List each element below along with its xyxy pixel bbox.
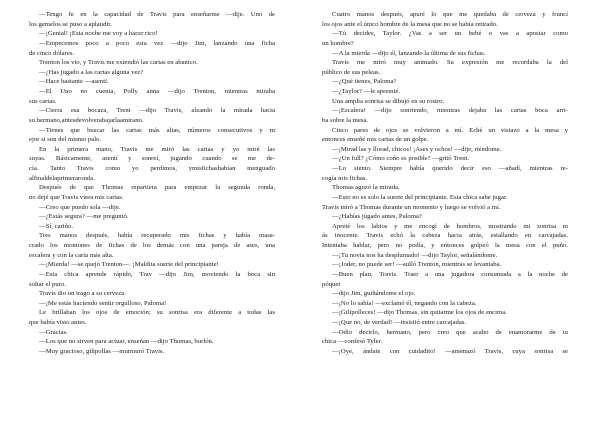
text-line: un hombre? [322,39,354,47]
text-line: —El Uno no cuenta, Polly anna —dijo Trenton, mientras miraba [39,88,275,95]
text-line: —Cierra esa bocaza, Trent —dijo Travis, alzando la mirada hacia [39,107,275,115]
text-line: sus cartas. [29,97,57,105]
text-line: —Empecemos poco a poco esta vez —dijo Jim, lanzando una ficha [39,39,275,47]
text-line: cogía mis fichas. [322,174,368,182]
text-line: Apreté los labios y me encogí de hombros, mostrando mi sonrisa m [332,222,568,230]
text-line: ba sobre la mesa. [322,116,369,124]
text-line: cía. Tanto Travis como yo perdimos, ymisfichashabían menguado [29,165,275,172]
text-line: —¿Un full? ¿Cómo coño es posible? —gritó Trent. [332,155,470,163]
text-line: escalera y con la carta más alta. [29,251,114,259]
text-line: Trenton los vio, y Travis me extendió las cartas en abanico. [39,59,198,67]
text-line: —¡Oye, ándate con cuidadito! —amenazó Travis, cuya sonrisa se [332,347,568,355]
text-line: —¡Mierda! —se quejó Trenton—. ¡Maldita suerte del principiante! [39,261,219,269]
text-line: —¡Gilipolleces! —dijo Thomas, sin quitarme los ojos de encima. [332,309,507,317]
text-line: —Odio decirlo, hermano, pero creo que acabo de enamorarme de tu [332,328,568,336]
text-line: —Tú decides, Taylor. ¿Vas a ser un bebé o vas a apostar como [332,30,568,38]
text-line: Cuatro manos después, apuré lo que me quedaba de cerveza y fruncí [332,11,568,18]
text-line: crado los montones de fichas de los demás con una pareja de ases, una [29,242,275,249]
text-line: —Muy gracioso, gilipollas —murmuró Travis. [39,347,165,355]
text-line: de cinco dólares. [29,49,75,57]
text-line: los gemelos se puso a aplaudir. [29,20,112,28]
text-line: —Tengo fe en la capacidad de Travis para enseñarme —dije. Uno de [39,11,275,18]
text-line: entonces enseñé mis cartas de un golpe. [322,136,429,144]
text-line: —A la mierda —dijo él, lanzando la última de sus fichas. [332,49,486,57]
text-line: público de sus peleas. [322,68,381,76]
text-line: no dejé que Travis viera mis cartas. [29,193,124,201]
text-line: chica —confesó Tyler. [322,338,383,346]
text-line: —Gracias. [39,328,68,336]
text-line: Le brillaban los ojos de emoción; su sonrisa era diferente a todas las [39,309,275,317]
text-line: soltar el puro. [29,280,66,288]
left-page [29,10,275,357]
text-line: —Tienes que buscar las cartas más altas, números consecutivos y m [39,126,275,134]
text-line: que había visto antes. [29,319,87,326]
text-line: los ojos ante el único hombre de la mesa que no se había retirado. [322,20,498,28]
right-page [322,10,568,357]
text-line: —Buen plan, Travis. Traer a una jugadora consumada a la noche de [332,270,568,278]
text-line: —Esto no es solo la suerte del principiante. Esta chica sabe jugar. [332,193,508,201]
text-line: —¡Joder, no puede ser! —aulló Trenton, mientras se levantaba. [332,261,502,269]
text-line: —¿Taylor? —le apremié. [332,88,401,95]
text-line: En la primera mano, Travis me miró las cartas y yo miré las [39,145,275,153]
text-line: su hermano,antesdevolverabajarlaamirano. [29,116,144,124]
text-line: —Hace bastante —asentí. [39,78,109,86]
text-line: Thomas aguzó la mirada. [332,184,400,192]
text-line: Travis me miró muy animado. Su expresión me recordaba la del [332,59,568,67]
text-line: —Los que no sirven para actuar, enseñan —dijo Thomas, burlón. [39,338,214,346]
text-line: —¿Habías jugado antes, Paloma? [332,213,422,221]
text-line: —¡Me estás haciendo sentir orgulloso, Paloma! [39,299,167,307]
text-line: Después de que Thomas repartiera para empezar la segunda ronda, [39,184,275,192]
text-line: —Creo que puedo sola —dije. [39,203,121,211]
text-line: —¡No lo sabía! —exclamó él, negando con la cabeza. [332,299,477,307]
text-line: ás inocente. Travis echó la cabeza hacia atrás, estallando en carcajadas. [322,232,568,240]
text-line: —¡Genial! ¡Esta noche me voy a hacer rico! [39,30,158,38]
text-line: ejor si son del mismo palo. [29,136,102,144]
text-line: alfinaldelaprimeraronda. [29,174,95,182]
text-line: suyas. Básicamente, asentí y sonreí, jugando cuando se me de- [29,155,275,163]
text-line: Una amplia sonrisa se dibujó en su rostro. [332,97,445,105]
text-line: —¡Escalera! —dijo sonriendo, mientras dejaba las cartas boca arri- [332,107,568,115]
text-line: —dijo Jim, guiñándome el ojo. [332,290,416,298]
text-line: Travis miró a Thomas durante un momento y luego se volvió a mí. [322,203,501,211]
text-line: —¡Que no, de verdad! —insistió entre carcajadas. [332,319,467,326]
text-line: Travis dio un trago a su cerveza. [39,290,126,298]
text-line: —¡Tu novia nos ha desplumado! —dijo Taylor, señalándome. [332,251,498,259]
text-line: Tres manos después, había recuperado mis fichas y había masa- [39,232,275,240]
text-line: —Sí, cariño. [39,222,73,230]
text-line: —Lo siento. Siempre había querido decir eso —añadí, mientras re- [332,165,568,172]
text-line: —¿Estás segura? —me preguntó. [39,213,129,221]
text-line: —¿Qué tienes, Paloma? [332,78,397,86]
text-line: —Esta chica aprende rápido, Trav —dijo Jim, moviendo la boca sin [39,270,275,278]
text-line: —¿Has jugado a las cartas alguna vez? [39,68,144,76]
text-line: Intentaba hablar, pero no podía, y entonces golpeó la mesa con el puño. [322,242,568,249]
text-line: —¡Mirad las y llorad, chicos! ¡Ases y ochos! —dije, riéndome. [332,145,502,153]
text-line: póquer [322,280,341,288]
text-line: Cinco pares de ojos se volvieron a mí. Eché un vistazo a la mesa y [332,126,568,134]
